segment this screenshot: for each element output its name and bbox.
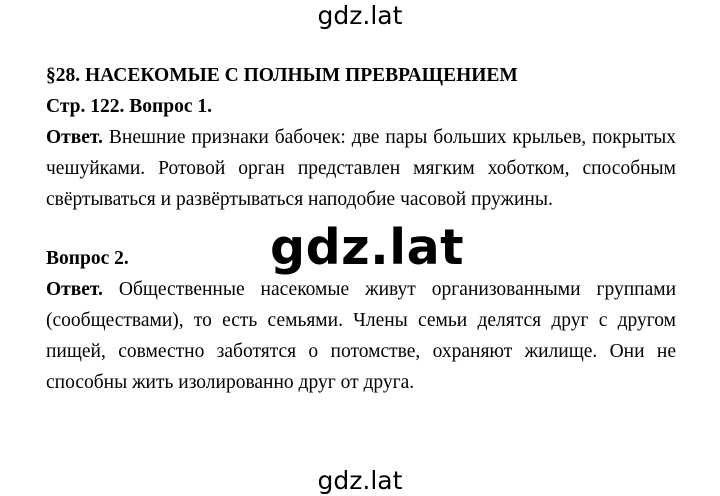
watermark-center: gdz.lat (270, 219, 465, 276)
watermark-top: gdz.lat (317, 1, 403, 30)
answer-1-text: Внешние признаки бабочек: две пары больших крыльев, покрытых чешуйками. Ротовой орган представлен мягким хоботком, способным свёртываться и развёртываться наподобие часовой пружины. (46, 127, 677, 210)
answer-1-label: Ответ. (46, 127, 103, 148)
answer-2-text: Общественные насекомые живут организованными группами (сообществами), то есть семьями. Члены семьи делятся друг с другом пищей, совместно заботятся о потомстве, охраняют жилище. Они не способны жить изолированно друг от друга. (46, 279, 677, 393)
watermark-bottom: gdz.lat (317, 466, 403, 495)
answer-2-label: Ответ. (46, 279, 103, 300)
answer-2 (46, 274, 676, 398)
answer-1 (46, 122, 676, 215)
section-title: §28. НАСЕКОМЫЕ С ПОЛНЫМ ПРЕВРАЩЕНИЕМ (46, 65, 518, 86)
question-1-label: Стр. 122. Вопрос 1. (46, 96, 212, 117)
question-2-label: Вопрос 2. (46, 248, 129, 269)
